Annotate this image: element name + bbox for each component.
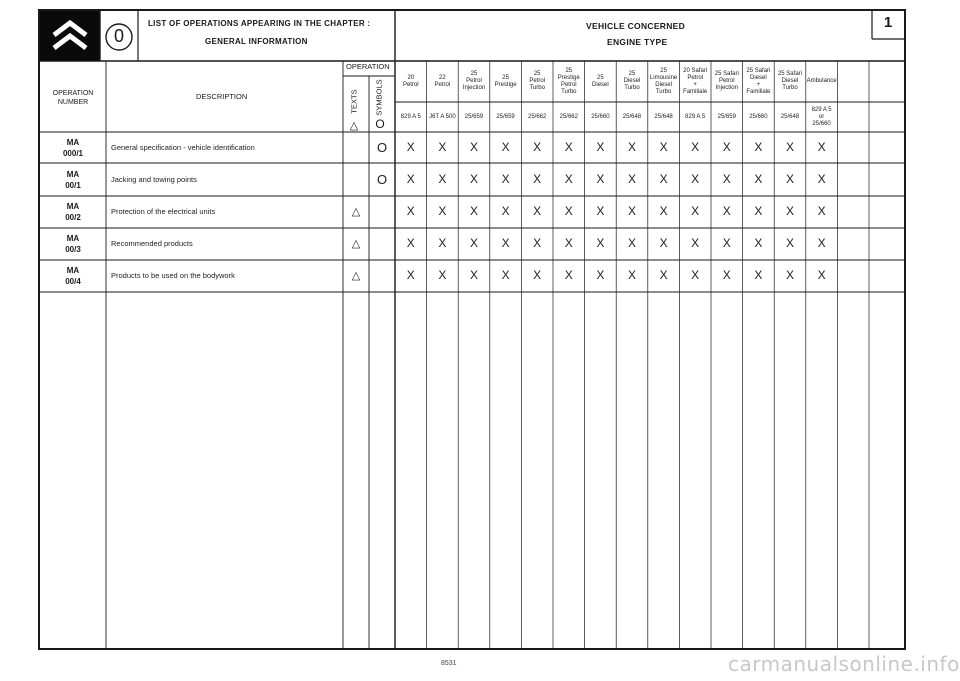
vehicle-name-cell (490, 61, 522, 102)
applicability-mark: X (817, 171, 826, 186)
vehicle-name-line: Diesel (781, 78, 799, 84)
engine-type-cell (395, 102, 427, 132)
vehicle-name-line: Familiale (683, 88, 708, 95)
vehicle-name-line: + (756, 81, 761, 88)
applicability-mark: X (533, 171, 542, 186)
engine-type-line: 25/659 (496, 113, 515, 120)
text-symbol: △ (351, 206, 361, 218)
engine-type-cell (648, 102, 680, 132)
vehicle-name-line: Turbo (561, 88, 577, 95)
texts-header-symbol: △ (349, 120, 359, 132)
vehicle-name-cell (585, 61, 617, 102)
engine-type-cell (553, 102, 585, 132)
engine-type-cell (458, 102, 490, 132)
applicability-mark: X (817, 236, 826, 250)
applicability-mark: X (501, 139, 510, 154)
engine-type-line: 829 A 5 (400, 113, 421, 120)
applicability-mark: X (659, 236, 668, 250)
applicability-mark: X (691, 204, 700, 218)
operation-description: Products to be used on the bodywork (111, 271, 235, 280)
applicability-mark: X (406, 236, 415, 250)
vehicle-name-cell (679, 61, 711, 102)
text-symbol: △ (351, 270, 361, 282)
operation-number-label: OPERATION NUMBER (52, 90, 94, 106)
applicability-mark: X (533, 139, 542, 154)
vehicle-name-line: 20 Safari (683, 67, 708, 74)
vehicle-name-line: Diesel (750, 74, 767, 81)
vehicle-name-line: 25 (502, 74, 509, 81)
applicability-mark: X (785, 139, 794, 154)
applicability-mark: X (691, 268, 700, 282)
applicability-mark: X (659, 204, 668, 218)
vehicle-name-cell (553, 61, 585, 102)
operation-number-header (40, 89, 106, 107)
applicability-mark: X (754, 171, 763, 186)
vehicle-name-line: 22 (439, 74, 446, 81)
vehicle-name-line: Petrol (466, 78, 482, 84)
page-code: 8531 (441, 660, 457, 667)
vehicle-name-line: Ambulance (806, 78, 837, 84)
operation-code (40, 228, 106, 260)
applicability-mark: X (406, 171, 415, 186)
operation-code (40, 163, 106, 196)
applicability-mark: X (469, 171, 478, 186)
applicability-mark: X (501, 204, 510, 218)
applicability-mark: X (501, 171, 510, 186)
chapter-number: 0 (113, 26, 124, 46)
operation-header: OPERATION (346, 62, 390, 71)
applicability-mark: X (659, 171, 668, 186)
applicability-mark: X (691, 236, 700, 250)
vehicle-name-line: 25 (660, 67, 667, 74)
applicability-mark: X (406, 139, 415, 154)
vehicle-concerned-title: VEHICLE CONCERNED (586, 21, 686, 31)
applicability-mark: X (596, 139, 605, 154)
applicability-mark: X (564, 171, 573, 186)
applicability-mark: X (722, 204, 731, 218)
applicability-mark: X (564, 204, 573, 218)
engine-type-cell (774, 102, 806, 132)
operation-description: Recommended products (111, 239, 193, 248)
vehicle-name-cell (743, 61, 775, 102)
operation-code (40, 196, 106, 228)
vehicle-name-line: 25 (628, 71, 636, 77)
engine-type-line: 25/660 (749, 113, 768, 120)
operation-code-prefix: MA (66, 137, 80, 147)
applicability-mark: X (501, 236, 510, 250)
applicability-mark: X (817, 268, 826, 282)
vehicle-name-line: Prestige (494, 81, 517, 88)
applicability-mark: X (469, 204, 478, 218)
engine-type-line: 829 A 5 (685, 113, 706, 120)
vehicle-name-line: 20 (407, 74, 415, 81)
operation-code-prefix: MA (66, 234, 80, 243)
text-symbol: △ (351, 238, 361, 250)
engine-type-cell (490, 102, 522, 132)
chevron-logo-icon (40, 11, 100, 61)
applicability-mark: X (754, 236, 763, 250)
vehicle-name-cell (648, 61, 680, 102)
engine-type-line: 25/662 (528, 113, 547, 120)
engine-type-cell (711, 102, 743, 132)
engine-type-line: 25/659 (464, 113, 484, 120)
applicability-mark: X (817, 139, 826, 154)
engine-type-cell (679, 102, 711, 132)
vehicle-name-line: 25 (470, 71, 478, 77)
applicability-mark: X (564, 139, 573, 154)
texts-header: TEXTS (349, 89, 359, 114)
vehicle-name-cell (427, 61, 459, 102)
engine-type-line: 25/662 (559, 113, 578, 120)
applicability-mark: X (691, 139, 700, 154)
vehicle-name-line: Injection (462, 85, 486, 91)
applicability-mark: X (438, 268, 447, 282)
engine-type-line: 25/648 (654, 113, 673, 120)
vehicle-name-line: Prestige (557, 74, 580, 81)
engine-type-line: J6T A 500 (429, 113, 456, 120)
applicability-mark: X (406, 204, 415, 218)
engine-type-line: 25/660 (591, 113, 610, 120)
chapter-name: GENERAL INFORMATION (205, 37, 308, 46)
operation-code (40, 260, 106, 292)
engine-type-line: 25/659 (717, 113, 736, 120)
symbols-header: SYMBOLS (374, 79, 384, 116)
page-number: 1 (883, 14, 893, 31)
applicability-mark: X (659, 268, 668, 282)
applicability-mark: X (754, 204, 763, 218)
applicability-mark: X (754, 268, 763, 282)
vehicle-name-line: Diesel (592, 81, 609, 88)
vehicle-name-line: Diesel (623, 78, 641, 84)
vehicle-name-line: + (693, 81, 697, 88)
vehicle-name-cell (774, 61, 806, 102)
applicability-mark: X (596, 236, 605, 250)
symbol-mark: O (376, 171, 388, 187)
vehicle-name-line: Injection (715, 85, 738, 91)
engine-type-line: 25/648 (622, 113, 642, 120)
applicability-mark: X (627, 139, 636, 154)
applicability-mark: X (596, 204, 605, 218)
vehicle-name-line: Petrol (402, 81, 419, 88)
vehicle-name-line: Petrol (718, 78, 735, 84)
applicability-mark: X (785, 268, 794, 282)
symbol-mark: O (376, 139, 388, 155)
engine-type-cell (616, 102, 648, 132)
operation-code-number: 000/1 (62, 148, 84, 158)
applicability-mark: X (533, 204, 542, 218)
applicability-mark: X (469, 139, 478, 154)
engine-type-cell (743, 102, 775, 132)
engine-type-cell (585, 102, 617, 132)
operation-code (40, 132, 106, 163)
vehicle-name-line: 25 (533, 71, 541, 77)
operation-description: General specification - vehicle identification (111, 142, 255, 152)
vehicle-name-line: Turbo (624, 85, 640, 91)
engine-type-cell (806, 102, 838, 132)
vehicle-name-cell (616, 61, 648, 102)
applicability-mark: X (754, 139, 763, 154)
applicability-mark: X (564, 236, 573, 250)
vehicle-name-cell (458, 61, 490, 102)
engine-type-line: 25/660 (812, 120, 831, 127)
applicability-mark: X (533, 268, 542, 282)
applicability-mark: X (722, 268, 731, 282)
applicability-mark: X (596, 171, 605, 186)
applicability-mark: X (722, 236, 731, 250)
applicability-mark: X (533, 236, 542, 250)
chapter-list-title: LIST OF OPERATIONS APPEARING IN THE CHAPTER : (148, 19, 371, 28)
operation-code-number: 00/3 (65, 245, 81, 254)
engine-type-line: or (818, 113, 825, 120)
watermark-logo: carmanualsonline.info (728, 652, 960, 676)
engine-type-cell (521, 102, 553, 132)
applicability-mark: X (627, 204, 636, 218)
operation-description: Protection of the electrical units (111, 207, 216, 216)
operation-code-prefix: MA (66, 202, 80, 211)
operation-description: Jacking and towing points (111, 174, 197, 184)
vehicle-name-line: 25 (597, 74, 604, 81)
engine-type-line: 829 A 5 (811, 106, 832, 113)
applicability-mark: X (406, 268, 415, 282)
vehicle-name-line: 25 Safari (714, 71, 739, 77)
vehicle-name-cell (395, 61, 427, 102)
vehicle-name-line: Petrol (529, 78, 546, 84)
vehicle-name-line: 25 (565, 67, 573, 74)
operation-code-number: 00/1 (65, 180, 81, 190)
vehicle-name-line: Limousine (649, 74, 678, 81)
applicability-mark: X (438, 139, 447, 154)
applicability-mark: X (659, 139, 668, 154)
engine-type-line: 25/648 (780, 113, 800, 120)
symbols-header-symbol: O (375, 117, 385, 131)
applicability-mark: X (438, 204, 447, 218)
chapter-number-box (100, 11, 138, 61)
vehicle-name-line: Petrol (434, 81, 451, 88)
operation-code-prefix: MA (66, 266, 80, 275)
applicability-mark: X (785, 171, 794, 186)
brand-logo (40, 11, 100, 61)
applicability-mark: X (722, 139, 731, 154)
applicability-mark: X (438, 171, 447, 186)
vehicle-name-line: Petrol (687, 74, 704, 81)
operation-code-number: 00/4 (65, 277, 81, 286)
vehicle-name-cell (806, 61, 838, 102)
applicability-mark: X (627, 171, 636, 186)
vehicle-name-line: Diesel (655, 81, 672, 88)
applicability-mark: X (501, 268, 510, 282)
applicability-mark: X (438, 236, 447, 250)
operation-code-number: 00/2 (65, 213, 81, 222)
applicability-mark: X (627, 236, 636, 250)
operation-code-prefix: MA (66, 169, 80, 179)
engine-type-title: ENGINE TYPE (607, 37, 668, 47)
description-header: DESCRIPTION (196, 92, 248, 101)
applicability-mark: X (564, 268, 573, 282)
applicability-mark: X (627, 268, 636, 282)
applicability-mark: X (469, 236, 478, 250)
vehicle-name-line: Familiale (746, 88, 771, 95)
applicability-mark: X (596, 268, 605, 282)
vehicle-name-line: 25 Safari (777, 71, 802, 77)
vehicle-name-line: 25 Safari (746, 67, 771, 74)
applicability-mark: X (817, 204, 826, 218)
vehicle-name-cell (711, 61, 743, 102)
vehicle-name-line: Turbo (655, 88, 672, 95)
applicability-mark: X (722, 171, 731, 186)
vehicle-name-cell (521, 61, 553, 102)
applicability-mark: X (785, 204, 794, 218)
applicability-mark: X (469, 268, 478, 282)
engine-type-cell (427, 102, 459, 132)
applicability-mark: X (785, 236, 794, 250)
vehicle-name-line: Turbo (782, 85, 798, 91)
vehicle-name-line: Turbo (529, 85, 545, 91)
applicability-mark: X (691, 171, 700, 186)
vehicle-name-line: Petrol (560, 81, 577, 88)
